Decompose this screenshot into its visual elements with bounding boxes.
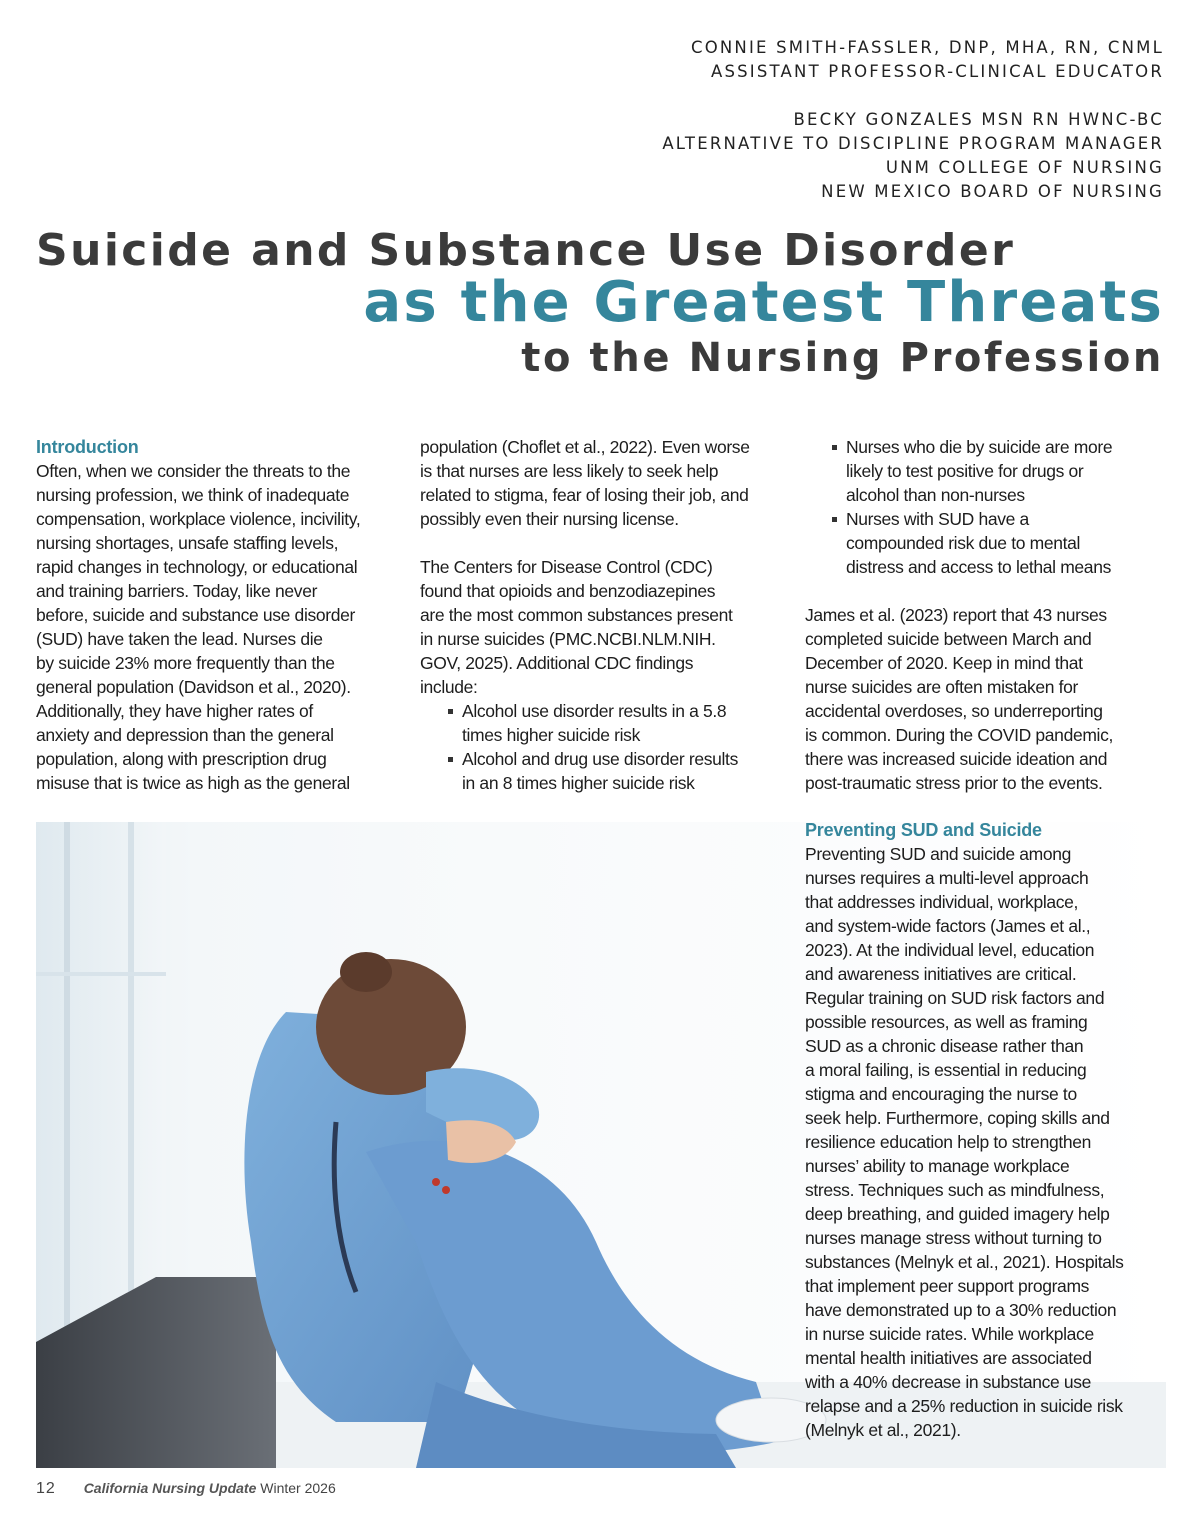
text-line: nurses requires a multi-level approach xyxy=(805,868,1089,888)
text-line: before, suicide and substance use disorder xyxy=(36,605,355,625)
text-line: stress. Techniques such as mindfulness, xyxy=(805,1180,1105,1200)
column-3-top xyxy=(805,435,1167,795)
nail-polish xyxy=(442,1186,450,1194)
text-line: nurses’ ability to manage workplace xyxy=(805,1156,1070,1176)
text-line: that implement peer support programs xyxy=(805,1276,1090,1296)
list-item xyxy=(805,435,1167,507)
text-line: compensation, workplace violence, incivility, xyxy=(36,509,361,529)
list-item-line: alcohol than non-nurses xyxy=(846,485,1025,505)
text-line: misuse that is twice as high as the general xyxy=(36,773,350,793)
text-line: possible resources, as well as framing xyxy=(805,1012,1088,1032)
text-line: nursing profession, we think of inadequate xyxy=(36,485,350,505)
text-line: Often, when we consider the threats to the xyxy=(36,461,351,481)
list-item xyxy=(420,747,790,795)
nail-polish xyxy=(432,1178,440,1186)
text-line: Additionally, they have higher rates of xyxy=(36,701,313,721)
text-line: completed suicide between March and xyxy=(805,629,1092,649)
text-line: mental health initiatives are associated xyxy=(805,1348,1092,1368)
article-title xyxy=(36,222,1164,386)
text-line: nurse suicides are often mistaken for xyxy=(805,677,1079,697)
square-bullet-icon xyxy=(448,757,453,762)
text-line: stigma and encouraging the nurse to xyxy=(805,1084,1077,1104)
title-line-3: to the Nursing Profession xyxy=(521,335,1164,381)
text-line: and system-wide factors (James et al., xyxy=(805,916,1091,936)
text-line: December of 2020. Keep in mind that xyxy=(805,653,1083,673)
text-line: rapid changes in technology, or educational xyxy=(36,557,358,577)
text-line: SUD as a chronic disease rather than xyxy=(805,1036,1084,1056)
column-2 xyxy=(420,435,790,795)
paragraph-spacer xyxy=(420,531,790,555)
text-line: related to stigma, fear of losing their job, and xyxy=(420,485,749,505)
text-line: Preventing SUD and suicide among xyxy=(805,844,1072,864)
hair-bun xyxy=(340,952,392,992)
text-line: deep breathing, and guided imagery help xyxy=(805,1204,1110,1224)
text-line: GOV, 2025). Additional CDC findings xyxy=(420,653,694,673)
window-frame xyxy=(64,822,70,1382)
text-line: there was increased suicide ideation and xyxy=(805,749,1108,769)
text-line: (Melnyk et al., 2021). xyxy=(805,1420,961,1440)
text-line: general population (Davidson et al., 2020). xyxy=(36,677,351,697)
text-line: possibly even their nursing license. xyxy=(420,509,679,529)
title-line-2: as the Greatest Threats xyxy=(363,270,1164,335)
text-line: is that nurses are less likely to seek help xyxy=(420,461,719,481)
text-line: substances (Melnyk et al., 2021). Hospitals xyxy=(805,1252,1124,1272)
list-item-line: compounded risk due to mental xyxy=(846,533,1081,553)
text-line: and awareness initiatives are critical. xyxy=(805,964,1077,984)
paragraph-spacer xyxy=(805,579,1167,603)
text-line: that addresses individual, workplace, xyxy=(805,892,1079,912)
text-line: found that opioids and benzodiazepines xyxy=(420,581,716,601)
author-spacer xyxy=(662,84,1164,108)
text-line: The Centers for Disease Control (CDC) xyxy=(420,557,713,577)
section-heading-preventing: Preventing SUD and Suicide xyxy=(805,820,1042,840)
title-line-1: Suicide and Substance Use Disorder xyxy=(36,225,1016,276)
square-bullet-icon xyxy=(832,445,837,450)
page-footer xyxy=(36,1480,336,1498)
list-item-line: Alcohol and drug use disorder results xyxy=(462,749,738,769)
page-number: 12 xyxy=(36,1480,56,1497)
list-item-line: times higher suicide risk xyxy=(462,725,640,745)
text-line: population (Choflet et al., 2022). Even worse xyxy=(420,437,750,457)
list-item-line: distress and access to lethal means xyxy=(846,557,1111,577)
issue-label: Winter 2026 xyxy=(260,1480,336,1496)
column-3-bottom xyxy=(805,818,1167,1442)
square-bullet-icon xyxy=(448,709,453,714)
section-heading-introduction: Introduction xyxy=(36,437,139,457)
list-item-line: likely to test positive for drugs or xyxy=(846,461,1084,481)
list-item-line: Nurses who die by suicide are more xyxy=(846,437,1113,457)
author-line: ALTERNATIVE TO DISCIPLINE PROGRAM MANAGER xyxy=(662,134,1164,153)
list-item xyxy=(805,507,1167,579)
column-1 xyxy=(36,435,398,795)
text-line: seek help. Furthermore, coping skills and xyxy=(805,1108,1110,1128)
text-line: post-traumatic stress prior to the events. xyxy=(805,773,1103,793)
text-line: with a 40% decrease in substance use xyxy=(805,1372,1092,1392)
text-line: and training barriers. Today, like never xyxy=(36,581,318,601)
cdc-findings-list xyxy=(420,699,790,795)
author-line: NEW MEXICO BOARD OF NURSING xyxy=(821,182,1164,201)
author-line: CONNIE SMITH-FASSLER, DNP, MHA, RN, CNML xyxy=(690,38,1164,57)
list-item xyxy=(420,699,790,747)
author-line: ASSISTANT PROFESSOR-CLINICAL EDUCATOR xyxy=(710,62,1164,81)
list-item-line: in an 8 times higher suicide risk xyxy=(462,773,695,793)
text-line: population, along with prescription drug xyxy=(36,749,327,769)
text-line: are the most common substances present xyxy=(420,605,733,625)
text-line: in nurse suicides (PMC.NCBI.NLM.NIH. xyxy=(420,629,716,649)
text-line: in nurse suicide rates. While workplace xyxy=(805,1324,1094,1344)
text-line: James et al. (2023) report that 43 nurses xyxy=(805,605,1107,625)
text-line: 2023). At the individual level, education xyxy=(805,940,1095,960)
text-line: have demonstrated up to a 30% reduction xyxy=(805,1300,1117,1320)
text-line: (SUD) have taken the lead. Nurses die xyxy=(36,629,323,649)
text-line: include: xyxy=(420,677,478,697)
text-line: relapse and a 25% reduction in suicide risk xyxy=(805,1396,1123,1416)
text-line: nursing shortages, unsafe staffing levels, xyxy=(36,533,339,553)
text-line: a moral failing, is essential in reducing xyxy=(805,1060,1087,1080)
text-line: anxiety and depression than the general xyxy=(36,725,334,745)
text-line: is common. During the COVID pandemic, xyxy=(805,725,1114,745)
risk-findings-list xyxy=(805,435,1167,579)
text-line: resilience education help to strengthen xyxy=(805,1132,1091,1152)
list-item-line: Alcohol use disorder results in a 5.8 xyxy=(462,701,727,721)
window-frame xyxy=(36,972,166,976)
author-line: BECKY GONZALES MSN RN HWNC-BC xyxy=(793,110,1164,129)
text-line: nurses manage stress without turning to xyxy=(805,1228,1102,1248)
magazine-name: California Nursing Update xyxy=(83,1480,257,1496)
square-bullet-icon xyxy=(832,517,837,522)
text-line: accidental overdoses, so underreporting xyxy=(805,701,1103,721)
text-line: by suicide 23% more frequently than the xyxy=(36,653,335,673)
list-item-line: Nurses with SUD have a xyxy=(846,509,1029,529)
author-line: UNM COLLEGE OF NURSING xyxy=(885,158,1164,177)
text-line: Regular training on SUD risk factors and xyxy=(805,988,1105,1008)
author-block xyxy=(662,36,1164,204)
